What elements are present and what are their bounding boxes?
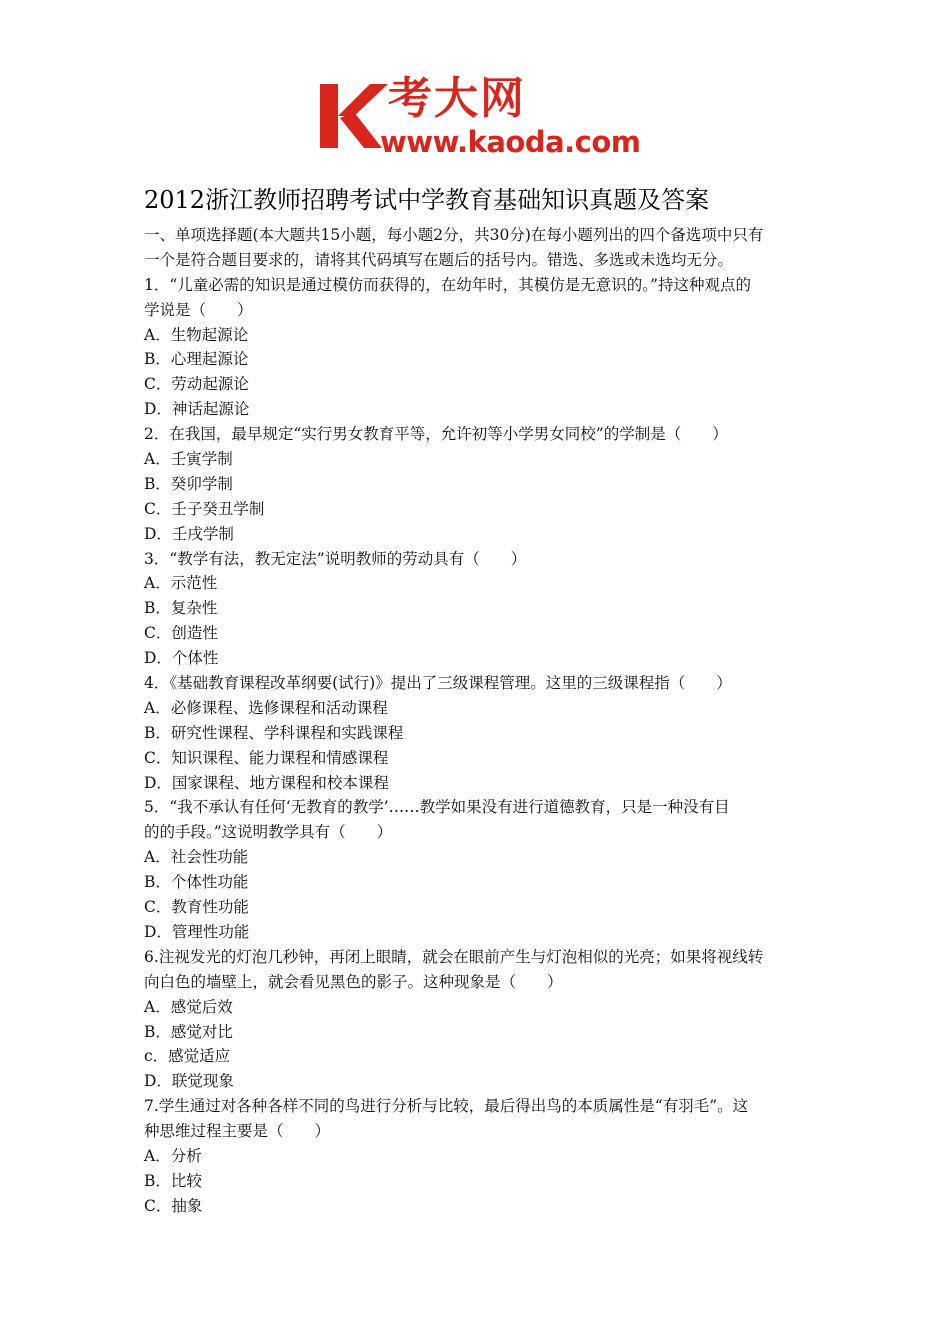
text-line: C．教育性功能 bbox=[144, 898, 249, 917]
text-line: C．壬子癸丑学制 bbox=[144, 499, 265, 518]
text-line: B．复杂性 bbox=[144, 599, 218, 618]
logo-url-text: www.kaoda.com bbox=[380, 125, 641, 159]
text-line: B．个体性功能 bbox=[144, 873, 249, 892]
text-line: D．管理性功能 bbox=[144, 922, 250, 941]
text-line: B．比较 bbox=[144, 1171, 202, 1190]
text-line: A．示范性 bbox=[144, 574, 218, 593]
text-line: D．国家课程、地方课程和校本课程 bbox=[144, 773, 389, 792]
text-line: c．感觉适应 bbox=[144, 1047, 231, 1066]
text-line: 7.学生通过对各种各样不同的鸟进行分析与比较，最后得出鸟的本质属性是“有羽毛”。这 bbox=[144, 1097, 749, 1116]
text-line: C．知识课程、能力课程和情感课程 bbox=[144, 748, 389, 767]
text-line: 4．《基础教育课程改革纲要(试行)》提出了三级课程管理。这里的三级课程指（ ） bbox=[144, 674, 732, 693]
text-line: 向白色的墙壁上，就会看见黑色的影子。这种现象是（ ） bbox=[144, 972, 563, 991]
text-line: 一个是符合题目要求的，请将其代码填写在题后的括号内。错选、多选或未选均无分。 bbox=[144, 250, 734, 269]
text-line: C．劳动起源论 bbox=[144, 375, 249, 394]
text-line: 1．“儿童必需的知识是通过模仿而获得的，在幼年时，其模仿是无意识的。”持这种观点的 bbox=[144, 275, 751, 294]
text-line: D．联觉现象 bbox=[144, 1072, 234, 1091]
text-line: A．分析 bbox=[144, 1146, 202, 1165]
kaoda-logo[interactable] bbox=[318, 73, 648, 160]
page-title: 2012浙江教师招聘考试中学教育基础知识真题及答案 bbox=[144, 186, 710, 214]
text-line: B．研究性课程、学科课程和实践课程 bbox=[144, 723, 404, 742]
text-line: D．神话起源论 bbox=[144, 400, 250, 419]
text-line: 5．“我不承认有任何‘无教育的教学’……教学如果没有进行道德教育，只是一种没有目 bbox=[144, 798, 730, 817]
text-line: 3．“教学有法，教无定法”说明教师的劳动具有（ ） bbox=[144, 549, 527, 568]
text-line: A．感觉后效 bbox=[144, 997, 233, 1016]
text-line: A．必修课程、选修课程和活动课程 bbox=[144, 698, 388, 717]
text-line: D．个体性 bbox=[144, 649, 219, 668]
text-line: 学说是（ ） bbox=[144, 300, 253, 319]
text-line: D．壬戌学制 bbox=[144, 524, 234, 543]
text-line: B．癸卯学制 bbox=[144, 474, 233, 493]
question-content bbox=[144, 223, 808, 1219]
text-line: A．壬寅学制 bbox=[144, 450, 233, 469]
text-line: B．感觉对比 bbox=[144, 1022, 233, 1041]
text-line: 6.注视发光的灯泡几秒钟，再闭上眼睛，就会在眼前产生与灯泡相似的光亮；如果将视线转 bbox=[144, 947, 764, 966]
logo-brand-text: 考大网 bbox=[388, 73, 526, 124]
text-line: 的的手段。”这说明教学具有（ ） bbox=[144, 823, 393, 842]
text-line: A．社会性功能 bbox=[144, 848, 249, 867]
text-line: C．抽象 bbox=[144, 1196, 203, 1215]
k-letter-icon bbox=[318, 80, 388, 152]
text-line: C．创造性 bbox=[144, 624, 218, 643]
text-line: B．心理起源论 bbox=[144, 350, 249, 369]
text-line: A．生物起源论 bbox=[144, 325, 249, 344]
text-line: 种思维过程主要是（ ） bbox=[144, 1122, 331, 1141]
text-line: 一、单项选择题(本大题共15小题，每小题2分，共30分)在每小题列出的四个备选项中只有 bbox=[144, 226, 764, 244]
text-line: 2．在我国，最早规定“实行男女教育平等，允许初等小学男女同校”的学制是（ ） bbox=[144, 425, 728, 444]
